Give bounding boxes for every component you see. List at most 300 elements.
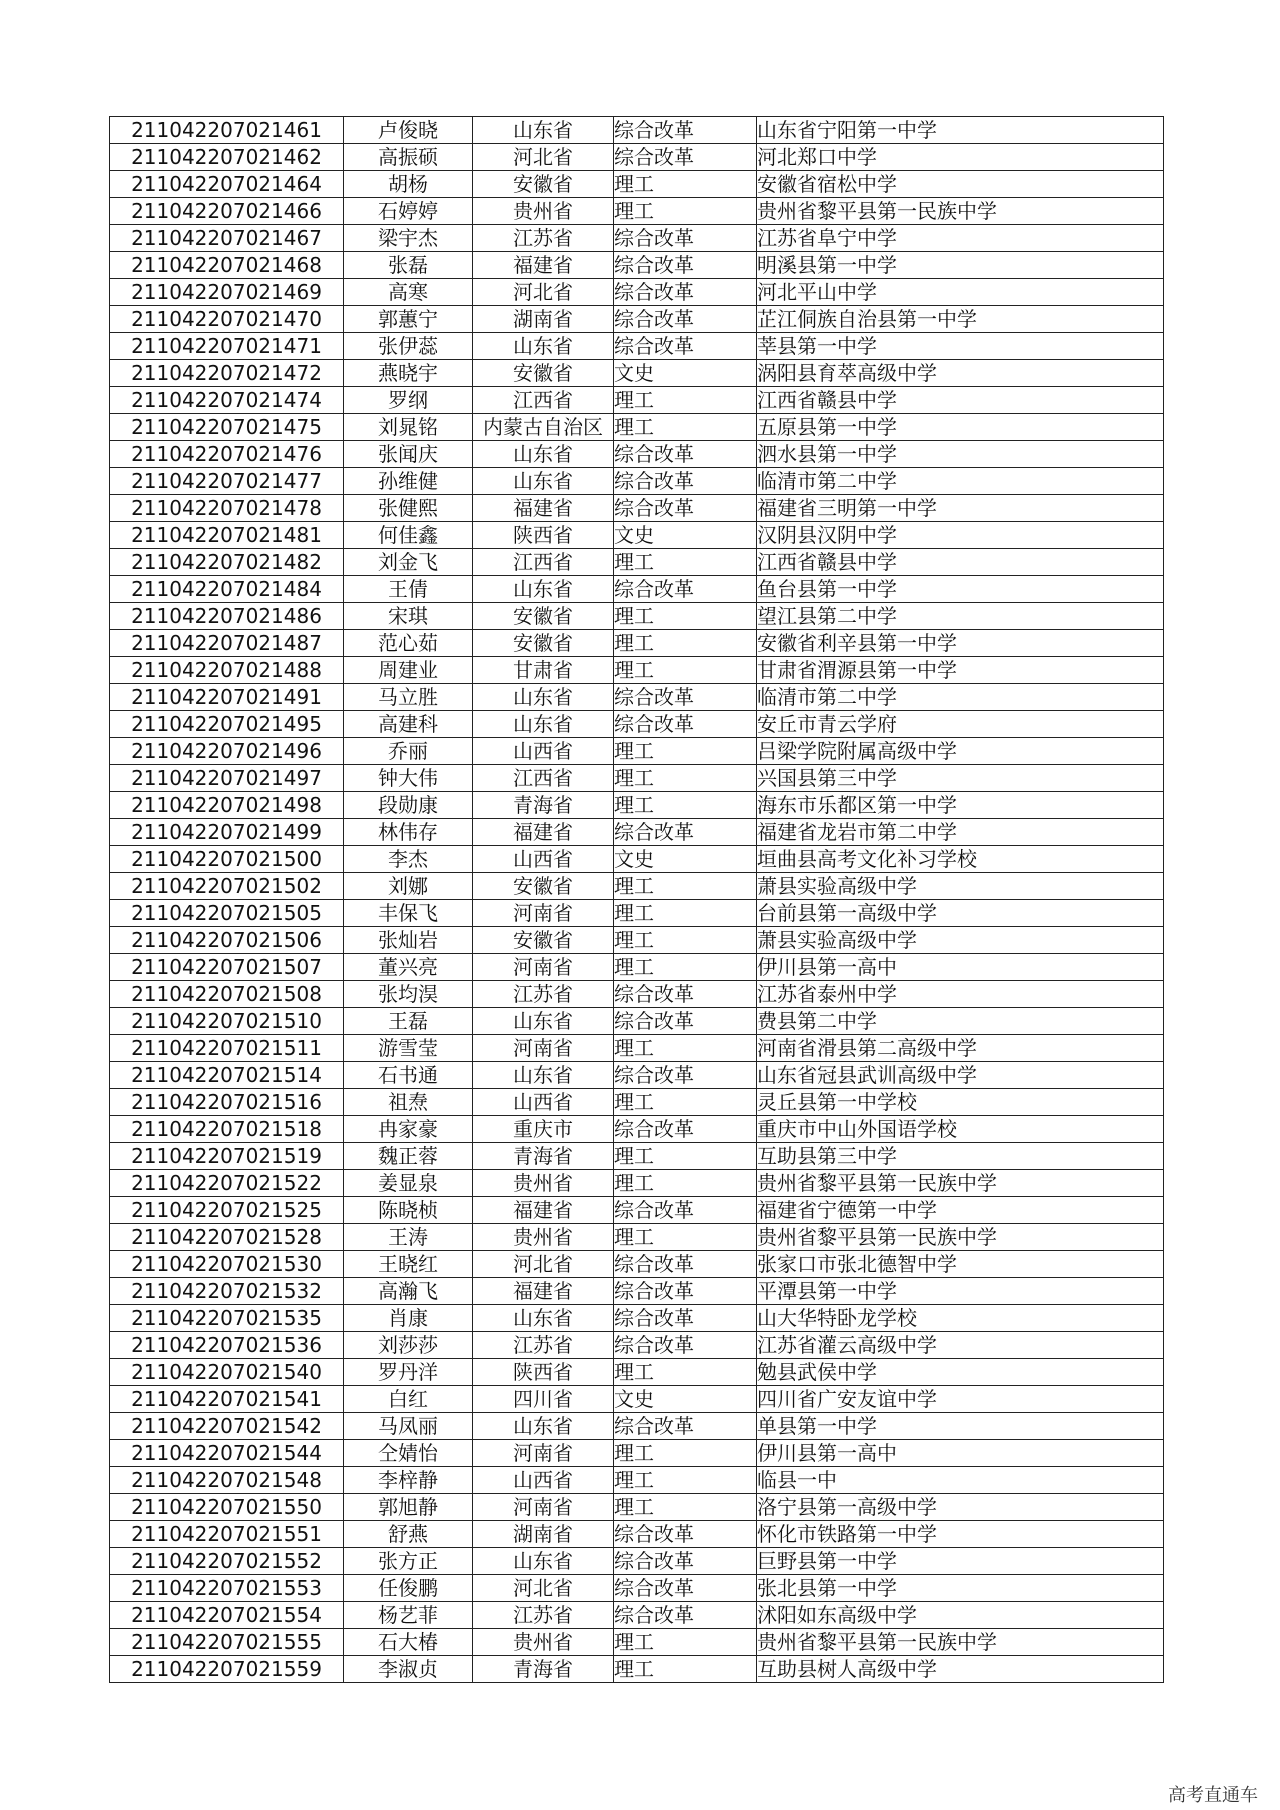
candidate-id-cell: 211042207021555	[110, 1629, 344, 1656]
candidate-id-cell: 211042207021522	[110, 1170, 344, 1197]
table-row	[110, 1602, 1164, 1629]
category-cell: 理工	[614, 1143, 757, 1170]
category-cell: 理工	[614, 1359, 757, 1386]
candidate-id-cell: 211042207021525	[110, 1197, 344, 1224]
table-row	[110, 1332, 1164, 1359]
table-row	[110, 1413, 1164, 1440]
candidate-id-cell: 211042207021482	[110, 549, 344, 576]
candidate-id-cell: 211042207021551	[110, 1521, 344, 1548]
school-cell: 芷江侗族自治县第一中学	[757, 306, 1164, 333]
candidate-id-cell: 211042207021484	[110, 576, 344, 603]
category-cell: 综合改革	[614, 1008, 757, 1035]
category-cell: 理工	[614, 765, 757, 792]
table-row	[110, 279, 1164, 306]
candidate-name-cell: 石婷婷	[344, 198, 473, 225]
candidate-id-cell: 211042207021469	[110, 279, 344, 306]
school-cell: 江苏省泰州中学	[757, 981, 1164, 1008]
candidate-id-cell: 211042207021471	[110, 333, 344, 360]
candidate-name-cell: 卢俊晓	[344, 117, 473, 144]
school-cell: 江苏省灌云高级中学	[757, 1332, 1164, 1359]
roster-table-body	[110, 117, 1164, 1683]
school-cell: 海东市乐都区第一中学	[757, 792, 1164, 819]
candidate-id-cell: 211042207021496	[110, 738, 344, 765]
category-cell: 理工	[614, 927, 757, 954]
table-row	[110, 549, 1164, 576]
candidate-id-cell: 211042207021530	[110, 1251, 344, 1278]
table-row	[110, 1116, 1164, 1143]
candidate-id-cell: 211042207021488	[110, 657, 344, 684]
candidate-name-cell: 张闻庆	[344, 441, 473, 468]
candidate-name-cell: 舒燕	[344, 1521, 473, 1548]
school-cell: 山大华特卧龙学校	[757, 1305, 1164, 1332]
candidate-name-cell: 丰保飞	[344, 900, 473, 927]
province-cell: 安徽省	[473, 171, 614, 198]
category-cell: 综合改革	[614, 981, 757, 1008]
candidate-name-cell: 王晓红	[344, 1251, 473, 1278]
candidate-name-cell: 肖康	[344, 1305, 473, 1332]
province-cell: 河北省	[473, 144, 614, 171]
category-cell: 理工	[614, 603, 757, 630]
province-cell: 山西省	[473, 846, 614, 873]
category-cell: 综合改革	[614, 1251, 757, 1278]
admission-roster-table	[109, 116, 1164, 1683]
table-row	[110, 900, 1164, 927]
category-cell: 理工	[614, 792, 757, 819]
province-cell: 河南省	[473, 1440, 614, 1467]
candidate-name-cell: 乔丽	[344, 738, 473, 765]
candidate-id-cell: 211042207021499	[110, 819, 344, 846]
school-cell: 吕梁学院附属高级中学	[757, 738, 1164, 765]
province-cell: 贵州省	[473, 1224, 614, 1251]
province-cell: 福建省	[473, 252, 614, 279]
province-cell: 山东省	[473, 117, 614, 144]
candidate-name-cell: 张伊蕊	[344, 333, 473, 360]
province-cell: 安徽省	[473, 927, 614, 954]
province-cell: 江苏省	[473, 1602, 614, 1629]
candidate-id-cell: 211042207021519	[110, 1143, 344, 1170]
category-cell: 综合改革	[614, 1278, 757, 1305]
school-cell: 临清市第二中学	[757, 684, 1164, 711]
category-cell: 综合改革	[614, 1413, 757, 1440]
category-cell: 综合改革	[614, 1305, 757, 1332]
school-cell: 张北县第一中学	[757, 1575, 1164, 1602]
province-cell: 江西省	[473, 765, 614, 792]
candidate-name-cell: 李杰	[344, 846, 473, 873]
school-cell: 汉阴县汉阴中学	[757, 522, 1164, 549]
school-cell: 萧县实验高级中学	[757, 873, 1164, 900]
candidate-name-cell: 姜显泉	[344, 1170, 473, 1197]
candidate-name-cell: 钟大伟	[344, 765, 473, 792]
candidate-id-cell: 211042207021542	[110, 1413, 344, 1440]
table-row	[110, 1035, 1164, 1062]
category-cell: 理工	[614, 1224, 757, 1251]
candidate-name-cell: 张均淏	[344, 981, 473, 1008]
province-cell: 山东省	[473, 684, 614, 711]
province-cell: 贵州省	[473, 1629, 614, 1656]
candidate-name-cell: 白红	[344, 1386, 473, 1413]
candidate-id-cell: 211042207021511	[110, 1035, 344, 1062]
category-cell: 综合改革	[614, 468, 757, 495]
province-cell: 河北省	[473, 1575, 614, 1602]
table-row	[110, 846, 1164, 873]
table-row	[110, 1440, 1164, 1467]
candidate-id-cell: 211042207021487	[110, 630, 344, 657]
candidate-id-cell: 211042207021514	[110, 1062, 344, 1089]
province-cell: 湖南省	[473, 1521, 614, 1548]
candidate-id-cell: 211042207021518	[110, 1116, 344, 1143]
table-row	[110, 387, 1164, 414]
category-cell: 综合改革	[614, 1062, 757, 1089]
category-cell: 文史	[614, 846, 757, 873]
province-cell: 甘肃省	[473, 657, 614, 684]
table-row	[110, 1170, 1164, 1197]
school-cell: 兴国县第三中学	[757, 765, 1164, 792]
candidate-id-cell: 211042207021468	[110, 252, 344, 279]
category-cell: 综合改革	[614, 117, 757, 144]
category-cell: 综合改革	[614, 1116, 757, 1143]
table-row	[110, 1278, 1164, 1305]
candidate-id-cell: 211042207021532	[110, 1278, 344, 1305]
school-cell: 洛宁县第一高级中学	[757, 1494, 1164, 1521]
candidate-name-cell: 张方正	[344, 1548, 473, 1575]
category-cell: 综合改革	[614, 1332, 757, 1359]
candidate-name-cell: 王倩	[344, 576, 473, 603]
candidate-id-cell: 211042207021505	[110, 900, 344, 927]
category-cell: 综合改革	[614, 1575, 757, 1602]
candidate-name-cell: 石大椿	[344, 1629, 473, 1656]
province-cell: 青海省	[473, 1656, 614, 1683]
candidate-id-cell: 211042207021548	[110, 1467, 344, 1494]
province-cell: 河北省	[473, 279, 614, 306]
candidate-id-cell: 211042207021500	[110, 846, 344, 873]
candidate-id-cell: 211042207021550	[110, 1494, 344, 1521]
table-row	[110, 927, 1164, 954]
candidate-name-cell: 李淑贞	[344, 1656, 473, 1683]
province-cell: 山东省	[473, 576, 614, 603]
category-cell: 综合改革	[614, 576, 757, 603]
school-cell: 甘肃省渭源县第一中学	[757, 657, 1164, 684]
province-cell: 江西省	[473, 387, 614, 414]
candidate-name-cell: 仝婧怡	[344, 1440, 473, 1467]
candidate-name-cell: 高瀚飞	[344, 1278, 473, 1305]
category-cell: 综合改革	[614, 306, 757, 333]
province-cell: 福建省	[473, 1278, 614, 1305]
category-cell: 综合改革	[614, 711, 757, 738]
table-row	[110, 252, 1164, 279]
school-cell: 勉县武侯中学	[757, 1359, 1164, 1386]
school-cell: 巨野县第一中学	[757, 1548, 1164, 1575]
candidate-id-cell: 211042207021495	[110, 711, 344, 738]
table-row	[110, 873, 1164, 900]
table-row	[110, 1467, 1164, 1494]
candidate-id-cell: 211042207021478	[110, 495, 344, 522]
candidate-name-cell: 郭旭静	[344, 1494, 473, 1521]
candidate-id-cell: 211042207021491	[110, 684, 344, 711]
candidate-id-cell: 211042207021541	[110, 1386, 344, 1413]
candidate-name-cell: 魏正蓉	[344, 1143, 473, 1170]
table-row	[110, 792, 1164, 819]
candidate-name-cell: 段勋康	[344, 792, 473, 819]
candidate-id-cell: 211042207021506	[110, 927, 344, 954]
table-row	[110, 1008, 1164, 1035]
candidate-id-cell: 211042207021467	[110, 225, 344, 252]
province-cell: 湖南省	[473, 306, 614, 333]
candidate-name-cell: 李梓静	[344, 1467, 473, 1494]
school-cell: 重庆市中山外国语学校	[757, 1116, 1164, 1143]
school-cell: 涡阳县育萃高级中学	[757, 360, 1164, 387]
category-cell: 理工	[614, 954, 757, 981]
candidate-id-cell: 211042207021508	[110, 981, 344, 1008]
category-cell: 综合改革	[614, 279, 757, 306]
table-row	[110, 468, 1164, 495]
school-cell: 单县第一中学	[757, 1413, 1164, 1440]
category-cell: 理工	[614, 414, 757, 441]
candidate-id-cell: 211042207021477	[110, 468, 344, 495]
school-cell: 临清市第二中学	[757, 468, 1164, 495]
candidate-id-cell: 211042207021502	[110, 873, 344, 900]
candidate-name-cell: 张灿岩	[344, 927, 473, 954]
candidate-id-cell: 211042207021464	[110, 171, 344, 198]
province-cell: 安徽省	[473, 630, 614, 657]
province-cell: 河南省	[473, 900, 614, 927]
candidate-id-cell: 211042207021510	[110, 1008, 344, 1035]
category-cell: 理工	[614, 1035, 757, 1062]
table-row	[110, 333, 1164, 360]
category-cell: 综合改革	[614, 144, 757, 171]
category-cell: 理工	[614, 387, 757, 414]
category-cell: 综合改革	[614, 225, 757, 252]
table-row	[110, 1359, 1164, 1386]
province-cell: 安徽省	[473, 873, 614, 900]
table-row	[110, 1251, 1164, 1278]
school-cell: 福建省宁德第一中学	[757, 1197, 1164, 1224]
candidate-name-cell: 罗纲	[344, 387, 473, 414]
candidate-name-cell: 燕晓宇	[344, 360, 473, 387]
category-cell: 理工	[614, 738, 757, 765]
candidate-id-cell: 211042207021498	[110, 792, 344, 819]
table-row	[110, 1143, 1164, 1170]
candidate-name-cell: 罗丹洋	[344, 1359, 473, 1386]
province-cell: 河北省	[473, 1251, 614, 1278]
school-cell: 怀化市铁路第一中学	[757, 1521, 1164, 1548]
category-cell: 文史	[614, 360, 757, 387]
candidate-name-cell: 孙维健	[344, 468, 473, 495]
school-cell: 临县一中	[757, 1467, 1164, 1494]
category-cell: 理工	[614, 1629, 757, 1656]
candidate-id-cell: 211042207021535	[110, 1305, 344, 1332]
table-row	[110, 360, 1164, 387]
candidate-name-cell: 陈晓桢	[344, 1197, 473, 1224]
candidate-name-cell: 林伟存	[344, 819, 473, 846]
school-cell: 莘县第一中学	[757, 333, 1164, 360]
school-cell: 张家口市张北德智中学	[757, 1251, 1164, 1278]
candidate-name-cell: 胡杨	[344, 171, 473, 198]
candidate-name-cell: 高寒	[344, 279, 473, 306]
school-cell: 垣曲县高考文化补习学校	[757, 846, 1164, 873]
school-cell: 伊川县第一高中	[757, 1440, 1164, 1467]
table-row	[110, 117, 1164, 144]
school-cell: 安丘市青云学府	[757, 711, 1164, 738]
province-cell: 福建省	[473, 1197, 614, 1224]
province-cell: 山东省	[473, 711, 614, 738]
province-cell: 山西省	[473, 738, 614, 765]
school-cell: 贵州省黎平县第一民族中学	[757, 1629, 1164, 1656]
category-cell: 文史	[614, 1386, 757, 1413]
candidate-id-cell: 211042207021507	[110, 954, 344, 981]
candidate-id-cell: 211042207021462	[110, 144, 344, 171]
province-cell: 山东省	[473, 1008, 614, 1035]
category-cell: 理工	[614, 1170, 757, 1197]
category-cell: 综合改革	[614, 1197, 757, 1224]
table-row	[110, 603, 1164, 630]
candidate-name-cell: 马立胜	[344, 684, 473, 711]
candidate-name-cell: 宋琪	[344, 603, 473, 630]
category-cell: 理工	[614, 1656, 757, 1683]
school-cell: 伊川县第一高中	[757, 954, 1164, 981]
table-row	[110, 1089, 1164, 1116]
candidate-id-cell: 211042207021472	[110, 360, 344, 387]
candidate-name-cell: 祖焘	[344, 1089, 473, 1116]
school-cell: 河南省滑县第二高级中学	[757, 1035, 1164, 1062]
table-row	[110, 1548, 1164, 1575]
school-cell: 福建省龙岩市第二中学	[757, 819, 1164, 846]
table-row	[110, 738, 1164, 765]
school-cell: 台前县第一高级中学	[757, 900, 1164, 927]
candidate-name-cell: 刘娜	[344, 873, 473, 900]
table-row	[110, 630, 1164, 657]
table-row	[110, 522, 1164, 549]
province-cell: 福建省	[473, 819, 614, 846]
candidate-id-cell: 211042207021474	[110, 387, 344, 414]
candidate-id-cell: 211042207021559	[110, 1656, 344, 1683]
candidate-id-cell: 211042207021553	[110, 1575, 344, 1602]
watermark-text: 高考直通车	[1168, 1785, 1258, 1806]
candidate-name-cell: 范心茹	[344, 630, 473, 657]
table-row	[110, 981, 1164, 1008]
category-cell: 理工	[614, 1440, 757, 1467]
table-row	[110, 441, 1164, 468]
candidate-id-cell: 211042207021486	[110, 603, 344, 630]
table-row	[110, 954, 1164, 981]
school-cell: 萧县实验高级中学	[757, 927, 1164, 954]
candidate-name-cell: 刘莎莎	[344, 1332, 473, 1359]
province-cell: 山西省	[473, 1467, 614, 1494]
province-cell: 江苏省	[473, 981, 614, 1008]
table-row	[110, 684, 1164, 711]
category-cell: 综合改革	[614, 252, 757, 279]
category-cell: 理工	[614, 549, 757, 576]
province-cell: 青海省	[473, 1143, 614, 1170]
school-cell: 明溪县第一中学	[757, 252, 1164, 279]
province-cell: 山东省	[473, 1305, 614, 1332]
school-cell: 四川省广安友谊中学	[757, 1386, 1164, 1413]
candidate-name-cell: 冉家豪	[344, 1116, 473, 1143]
category-cell: 理工	[614, 171, 757, 198]
table-row	[110, 495, 1164, 522]
province-cell: 山东省	[473, 468, 614, 495]
province-cell: 陕西省	[473, 522, 614, 549]
province-cell: 安徽省	[473, 360, 614, 387]
candidate-id-cell: 211042207021552	[110, 1548, 344, 1575]
school-cell: 泗水县第一中学	[757, 441, 1164, 468]
province-cell: 山东省	[473, 441, 614, 468]
table-row	[110, 171, 1164, 198]
school-cell: 五原县第一中学	[757, 414, 1164, 441]
candidate-id-cell: 211042207021466	[110, 198, 344, 225]
province-cell: 江苏省	[473, 225, 614, 252]
school-cell: 江苏省阜宁中学	[757, 225, 1164, 252]
province-cell: 贵州省	[473, 1170, 614, 1197]
category-cell: 综合改革	[614, 1602, 757, 1629]
candidate-name-cell: 高振硕	[344, 144, 473, 171]
candidate-name-cell: 张磊	[344, 252, 473, 279]
category-cell: 理工	[614, 657, 757, 684]
candidate-id-cell: 211042207021481	[110, 522, 344, 549]
candidate-id-cell: 211042207021536	[110, 1332, 344, 1359]
school-cell: 贵州省黎平县第一民族中学	[757, 1224, 1164, 1251]
category-cell: 理工	[614, 1494, 757, 1521]
document-sheet	[109, 116, 1163, 1683]
school-cell: 沭阳如东高级中学	[757, 1602, 1164, 1629]
province-cell: 福建省	[473, 495, 614, 522]
category-cell: 文史	[614, 522, 757, 549]
school-cell: 互助县树人高级中学	[757, 1656, 1164, 1683]
table-row	[110, 306, 1164, 333]
table-row	[110, 1305, 1164, 1332]
province-cell: 山东省	[473, 1062, 614, 1089]
province-cell: 河南省	[473, 954, 614, 981]
candidate-name-cell: 郭蕙宁	[344, 306, 473, 333]
candidate-name-cell: 刘晁铭	[344, 414, 473, 441]
table-row	[110, 1197, 1164, 1224]
table-row	[110, 1386, 1164, 1413]
school-cell: 福建省三明第一中学	[757, 495, 1164, 522]
school-cell: 山东省宁阳第一中学	[757, 117, 1164, 144]
category-cell: 理工	[614, 873, 757, 900]
candidate-id-cell: 211042207021476	[110, 441, 344, 468]
category-cell: 理工	[614, 900, 757, 927]
province-cell: 山东省	[473, 333, 614, 360]
candidate-id-cell: 211042207021528	[110, 1224, 344, 1251]
school-cell: 安徽省宿松中学	[757, 171, 1164, 198]
province-cell: 山西省	[473, 1089, 614, 1116]
school-cell: 安徽省利辛县第一中学	[757, 630, 1164, 657]
candidate-name-cell: 王涛	[344, 1224, 473, 1251]
category-cell: 综合改革	[614, 819, 757, 846]
table-row	[110, 1656, 1164, 1683]
school-cell: 平潭县第一中学	[757, 1278, 1164, 1305]
province-cell: 江西省	[473, 549, 614, 576]
candidate-name-cell: 王磊	[344, 1008, 473, 1035]
province-cell: 山东省	[473, 1548, 614, 1575]
candidate-name-cell: 刘金飞	[344, 549, 473, 576]
candidate-name-cell: 周建业	[344, 657, 473, 684]
table-row	[110, 1575, 1164, 1602]
table-row	[110, 144, 1164, 171]
category-cell: 综合改革	[614, 1548, 757, 1575]
candidate-id-cell: 211042207021461	[110, 117, 344, 144]
school-cell: 灵丘县第一中学校	[757, 1089, 1164, 1116]
table-row	[110, 1062, 1164, 1089]
category-cell: 理工	[614, 1089, 757, 1116]
category-cell: 理工	[614, 630, 757, 657]
table-row	[110, 765, 1164, 792]
category-cell: 理工	[614, 1467, 757, 1494]
province-cell: 内蒙古自治区	[473, 414, 614, 441]
candidate-name-cell: 杨艺菲	[344, 1602, 473, 1629]
school-cell: 费县第二中学	[757, 1008, 1164, 1035]
school-cell: 鱼台县第一中学	[757, 576, 1164, 603]
